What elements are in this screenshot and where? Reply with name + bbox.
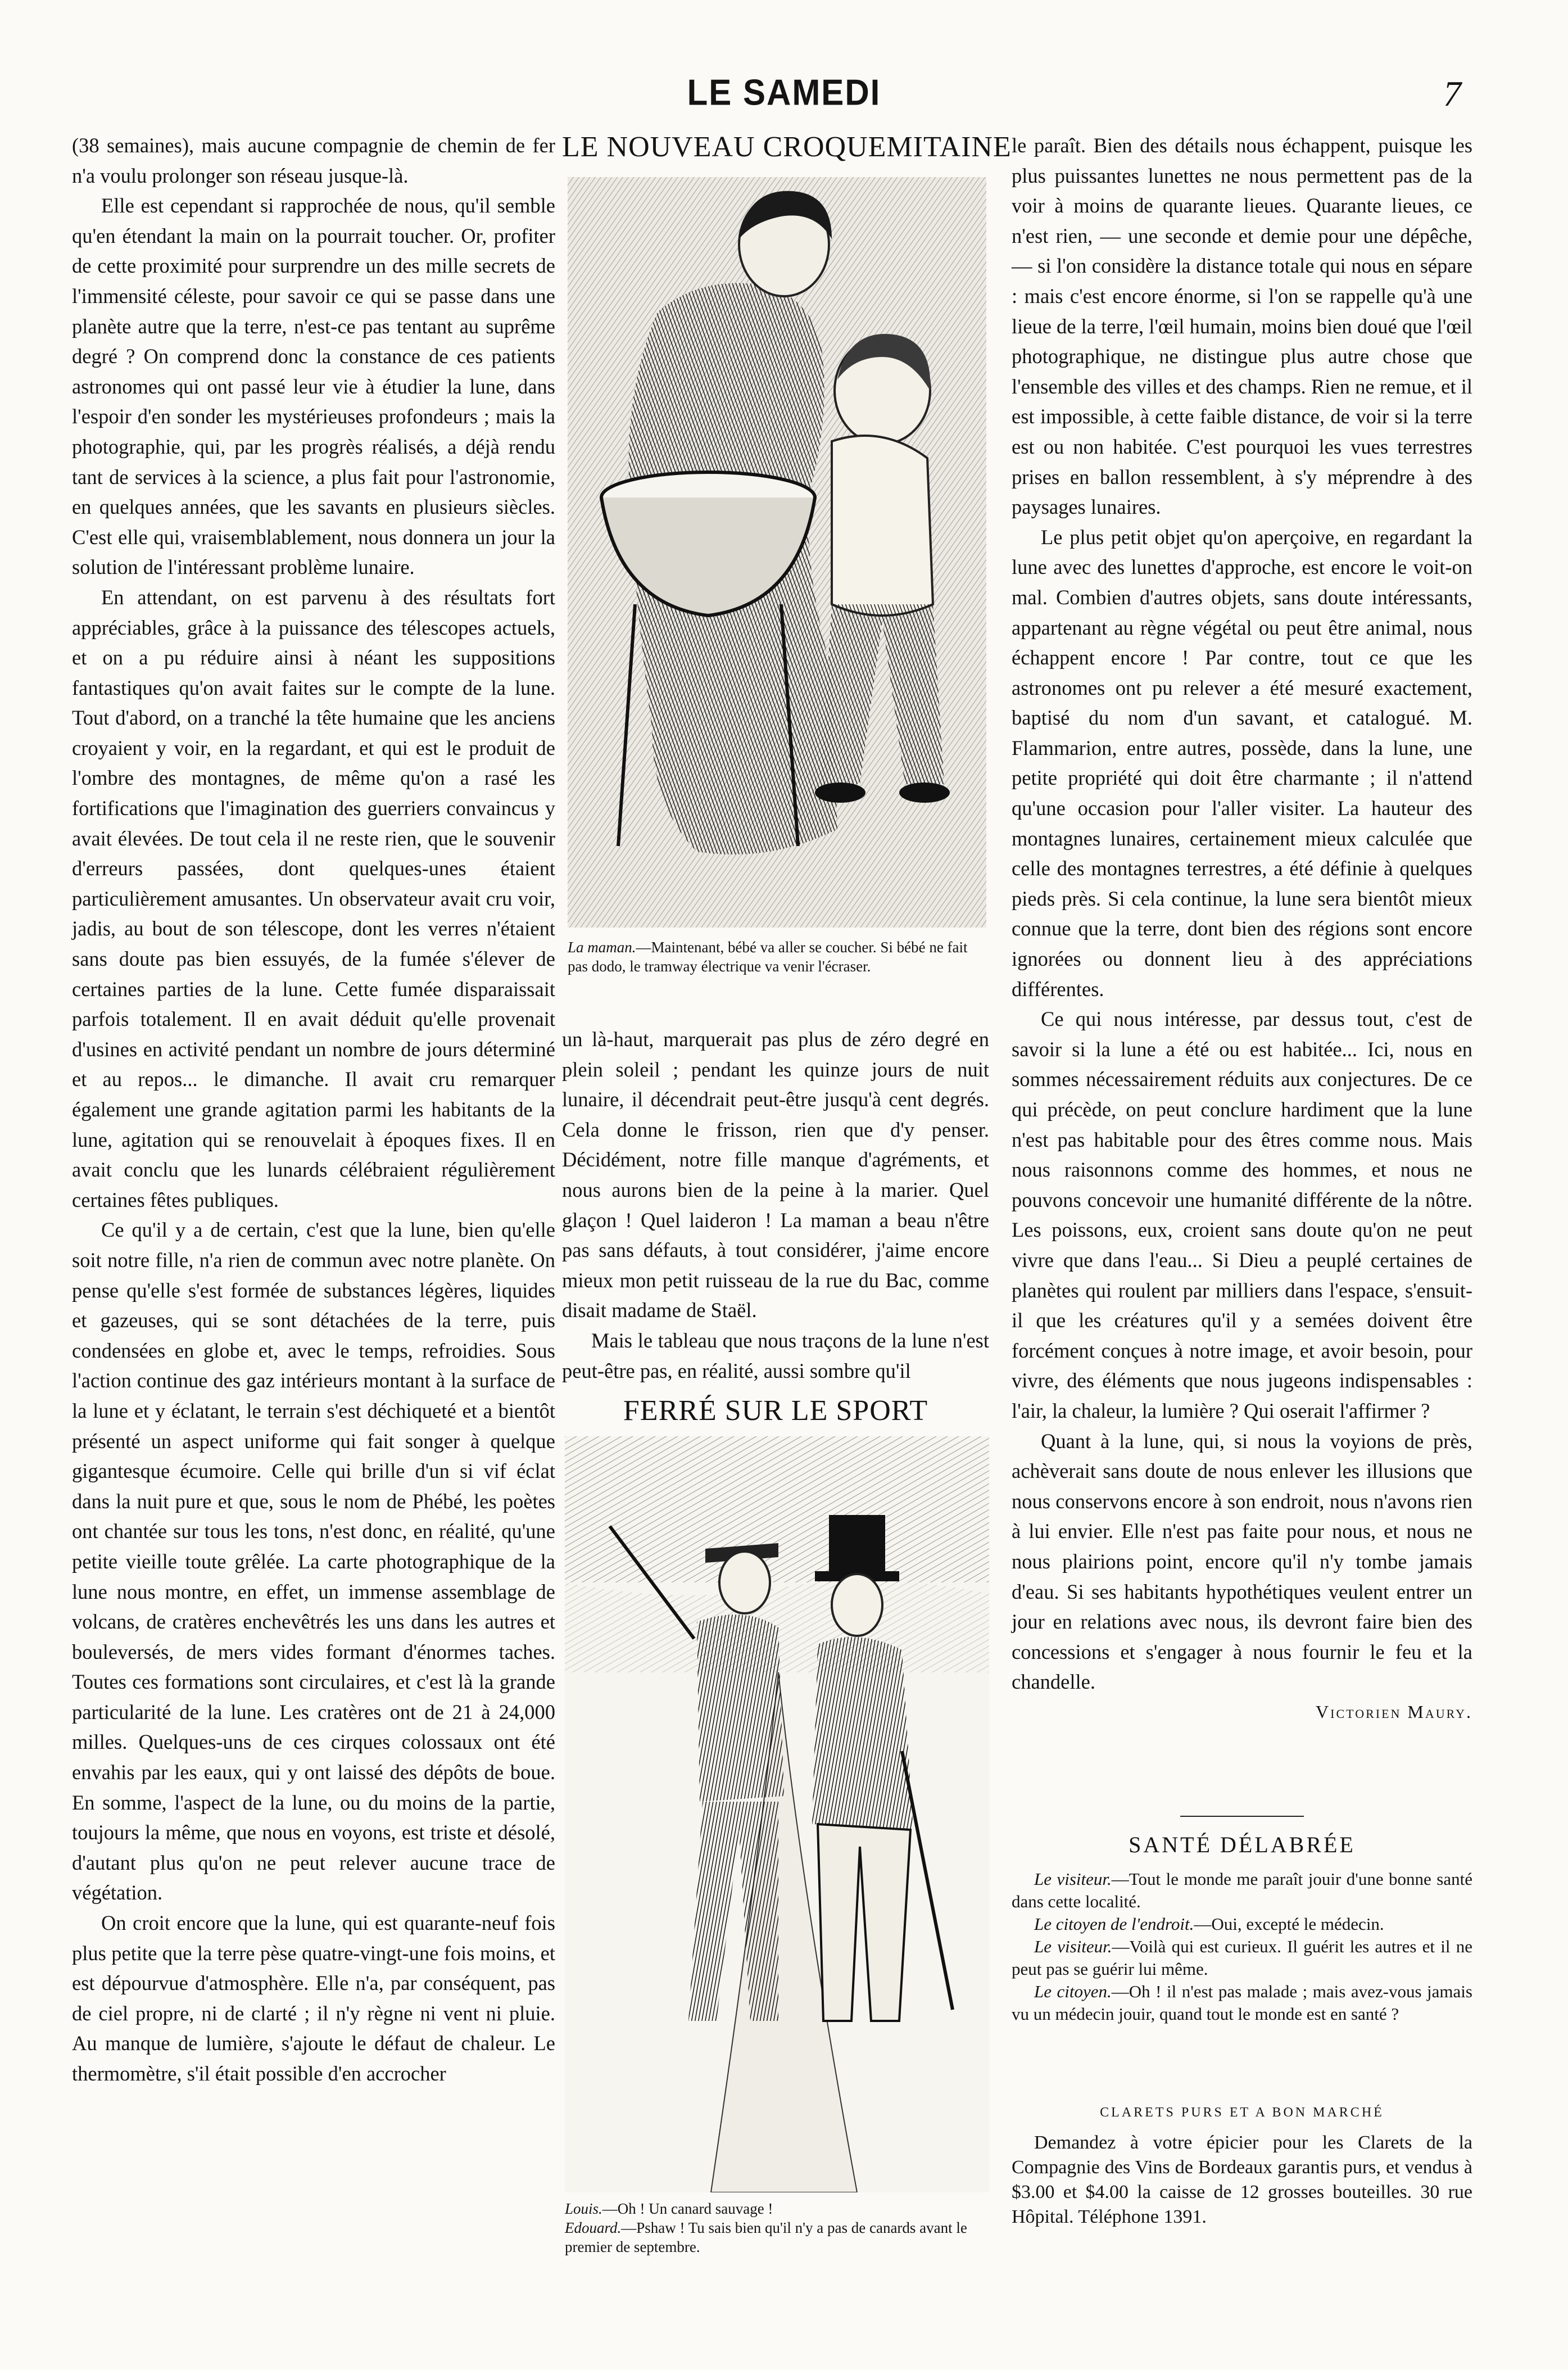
left-paragraph-5: On croit encore que la lune, qui est quarante-neuf fois plus petite que la terre pèse quatre-vingt-une fois moins, et est dépourvue d'atmosphère. Elle n'a, par conséquent, pas de ciel propre, ni de clarté ; il n'y règne ni vent ni pluie. Au manque de lumière, s'ajoute le défaut de chaleur. Le thermomètre, s'il était possible d'en accrocher bbox=[72, 1911, 555, 2085]
caption-2-line-1 bbox=[565, 2199, 989, 2218]
caption-2-line-2 bbox=[565, 2218, 989, 2256]
hunters-cartoon bbox=[565, 1436, 989, 2192]
right-paragraph-1: le paraît. Bien des détails nous échappent, puisque les plus puissantes lunettes ne nous permettent pas de la voir à moins de quarante lieues. Quarante lieues, ce n'est rien, — une seconde et demie pour une dépêche, — si l'on considère la distance totale qui nous en sépare : mais c'est encore énorme, si l'on se rappelle qu'à une lieue de la terre, l'œil humain, moins bien doué que l'œil photographique, ne distingue plus autre chose que l'ensemble des villes et des champs. Rien ne remue, et il est impossible, à cette faible distance, de voir si la terre est ou non habitée. C'est pourquoi les vues terrestres prises en ballon ressemblent, à s'y méprendre à des paysages lunaires. bbox=[1012, 134, 1473, 519]
left-paragraph-3: En attendant, on est parvenu à des résultats fort appréciables, grâce à la puissance des télescopes actuels, et on a pu réduire ainsi à néant les suppositions fantastiques qu'on avait faites sur le compte de la lune. Tout d'abord, on a tranché la tête humaine que les anciens croyaient y voir, en la regardant, et qui est le produit de l'ombre des montagnes, de même qu'on a rasé les fortifications que l'imagination des guerriers convaincus y avait élevées. De tout cela il ne reste rien, que le souvenir d'erreurs passées, dont quelques-unes étaient particulièrement amusantes. Un observateur avait cru voir, jadis, au bout de son télescope, dont les verres n'étaient sans doute pas bien essuyés, de la fumée s'élever de certaines parties de la lune. Cette fumée disparaissait parfois totalement. Il en avait déduit qu'elle provenait d'usines en activité pendant un nombre de jours déterminé et au repos... le dimanche. Il avait cru remarquer également une grande agitation parmi les habitants de la lune, agitation qui se renouvelait à époques fixes. Il en avait conclu que les lunards célébraient régulièrement certaines fêtes publiques. bbox=[72, 585, 555, 1211]
sante-line-1 bbox=[1012, 1868, 1472, 1913]
illustration-2-caption bbox=[565, 2199, 989, 2256]
caption-2-text-1: —Oh ! Un canard sauvage ! bbox=[602, 2200, 773, 2217]
illustration-2-title: FERRÉ SUR LE SPORT bbox=[623, 1395, 928, 1427]
sante-line-3 bbox=[1012, 1935, 1472, 1980]
ad-text: Demandez à votre épicier pour les Clarets de la Compagnie des Vins de Bordeaux garantis purs, et vendus à $3.00 et $4.00 la caisse de 12 grosses bouteilles. 30 rue Hôpital. Téléphone 1391. bbox=[1012, 2132, 1472, 2227]
sante-speaker-4: Le citoyen. bbox=[1034, 1982, 1112, 2001]
sante-rule bbox=[1180, 1816, 1304, 1817]
middle-column-text bbox=[562, 1024, 989, 1386]
sante-delabree-section bbox=[1012, 1816, 1472, 2025]
sante-line-2 bbox=[1012, 1913, 1472, 1935]
newspaper-title: LE SAMEDI bbox=[687, 72, 881, 113]
left-column bbox=[72, 130, 555, 2089]
right-column bbox=[1012, 130, 1472, 1727]
ad-title: CLARETS PURS ET A BON MARCHÉ bbox=[1100, 2105, 1384, 2120]
page-number: 7 bbox=[1443, 74, 1461, 114]
mother-child-engraving bbox=[568, 177, 986, 928]
left-paragraph-2: Elle est cependant si rapprochée de nous, qu'il semble qu'en étendant la main on la pourrait toucher. Or, profiter de cette proximité pour surprendre un des mille secrets de l'immensité céleste, pour savoir ce qui se passe dans une planète autre que la terre, n'est-ce pas tentant au suprême degré ? On comprend donc la constance de ces patients astronomes qui ont passé leur vie à étudier la lune, dans l'espoir d'en sonder les mystérieuses profondeurs ; mais la photographie, qui, par les progrès réalisés, a déjà rendu tant de services à la science, a plus fait pour l'astronomie, en quelques années, que les savants en plusieurs siècles. C'est elle qui, vraisemblablement, nous donnera un jour la solution de l'intéressant problème lunaire. bbox=[72, 194, 555, 579]
left-paragraph-1: (38 semaines), mais aucune compagnie de chemin de fer n'a voulu prolonger son réseau jusque-là. bbox=[72, 134, 555, 187]
clarets-advertisement bbox=[1012, 2105, 1472, 2229]
sante-speaker-3: Le visiteur. bbox=[1034, 1937, 1112, 1956]
sante-speaker-1: Le visiteur. bbox=[1034, 1869, 1112, 1889]
caption-2-speaker-2: Edouard. bbox=[565, 2219, 622, 2236]
caption-1-text: —Maintenant, bébé va aller se coucher. Si bébé ne fait pas dodo, le tramway électrique va venir l'écraser. bbox=[568, 939, 968, 975]
right-paragraph-2: Le plus petit objet qu'on aperçoive, en regardant la lune avec des lunettes d'approche, est encore le voit-on mal. Combien d'autres objets, sans doute intéressants, appartenant au règne végétal ou peut être animal, nous échappent encore ! Par contre, tout ce que les astronomes ont pu relever a été mesuré exactement, baptisé du nom d'un savant, et catalogué. M. Flammarion, entre autres, possède, dans la lune, une petite propriété qui doit être charmante ; il n'attend qu'une occasion pour l'aller visiter. La hauteur des montagnes lunaires, certainement mieux calculée que celle des montagnes terrestres, a été définie à quelques pieds près. Si cela continue, la lune sera bientôt mieux connue que la terre, dont bien des régions sont encore ignorées ou donnent lieu à des appréciations différentes. bbox=[1012, 525, 1472, 1001]
caption-2-text-2: —Pshaw ! Tu sais bien qu'il n'y a pas de canards avant le premier de septembre. bbox=[565, 2219, 967, 2255]
sante-text-2: —Oui, excepté le médecin. bbox=[1194, 1914, 1384, 1934]
author-signature: Victorien Maury. bbox=[1316, 1701, 1472, 1722]
caption-1-speaker: La maman. bbox=[568, 939, 636, 956]
sante-text-3: —Voilà qui est curieux. Il guérit les autres et il ne peut pas se guérir lui même. bbox=[1012, 1937, 1472, 1979]
illustration-1-caption bbox=[568, 938, 986, 976]
illustration-1-title: LE NOUVEAU CROQUEMITAINE bbox=[562, 131, 1012, 163]
middle-paragraph-1: un là-haut, marquerait pas plus de zéro degré en plein soleil ; pendant les quinze jours de nuit lunaire, il décendrait peut-être jusqu'à cent degrés. Cela donne le frisson, rien que d'y penser. Décidément, notre fille manque d'agréments, et nous aurons bien de la peine à la marier. Quel glaçon ! Quel laideron ! La maman a beau n'être pas sans défauts, à tout considérer, j'aime encore mieux mon petit ruisseau de la rue du Bac, comme disait madame de Staël. bbox=[562, 1028, 989, 1322]
sante-text-1: —Tout le monde me paraît jouir d'une bonne santé dans cette localité. bbox=[1012, 1869, 1472, 1911]
caption-2-speaker-1: Louis. bbox=[565, 2200, 602, 2217]
sante-text-4: —Oh ! il n'est pas malade ; mais avez-vous jamais vu un médecin jouir, quand tout le monde est en santé ? bbox=[1012, 1982, 1472, 2024]
sante-speaker-2: Le citoyen de l'endroit. bbox=[1034, 1914, 1194, 1934]
sante-title: SANTÉ DÉLABRÉE bbox=[1129, 1832, 1356, 1857]
right-paragraph-4: Quant à la lune, qui, si nous la voyions de près, achèverait sans doute de nous enlever les illusions que nous conservons encore à son endroit, nous n'avons rien à lui envier. Elle n'est pas faite pour nous, et nous ne nous plairions point, encore qu'il n'y tombe jamais d'eau. Si ses habitants hypothétiques veulent entrer un jour en relations avec nous, ils devront faire bien des concessions et s'engager à nous fournir le feu et la chandelle. bbox=[1012, 1429, 1472, 1694]
middle-paragraph-2: Mais le tableau que nous traçons de la lune n'est peut-être pas, en réalité, aussi sombre qu'il bbox=[562, 1328, 989, 1382]
sante-line-4 bbox=[1012, 1980, 1472, 2025]
left-paragraph-4: Ce qu'il y a de certain, c'est que la lune, bien qu'elle soit notre fille, n'a rien de commun avec notre planète. On pense qu'elle s'est formée de substances légères, liquides et gazeuses, qui se sont détachées de la terre, puis condensées en globe et, avec le temps, refroidies. Sous l'action continue des gaz intérieurs montant à la surface de la lune et y éclatant, le terrain s'est déchiqueté et a bientôt présenté un aspect uniforme qui fait songer à quelque gigantesque écumoire. Celle qui brille d'un si vif éclat dans la nuit pure et que, sous le nom de Phébé, les poètes ont chantée sur tous les tons, n'est donc, en réalité, qu'une petite vieille toute grêlée. La carte photographique de la lune nous montre, en effet, un immense assemblage de volcans, de cratères enchevêtrés les uns dans les autres et bouleversés, de mers vides formant d'énormes taches. Toutes ces formations sont circulaires, et c'est là la grande particularité de la lune. Les cratères ont de 21 à 24,000 milles. Quelques-uns de ces cirques colossaux ont été envahis par les eaux, qui y ont laissé des dépôts de boue. En somme, l'aspect de la lune, ou du moins de la partie, toujours la même, que nous en voyons, est triste et désolé, d'autant plus qu'on ne peut relever aucune trace de végétation. bbox=[72, 1218, 555, 1905]
right-paragraph-3: Ce qui nous intéresse, par dessus tout, c'est de savoir si la lune a été ou est habitée... Ici, nous en sommes nécessairement réduits aux conjectures. De ce qui précède, on peut conclure hardiment que la lune n'est pas habitable pour des êtres comme nous. Mais nous raisonnons comme des hommes, et nous ne pouvons concevoir une humanité différente de la nôtre. Les poissons, eux, croient sans doute qu'on ne peut vivre que dans l'eau... Si Dieu a peuplé certaines de planètes qui roulent par milliers dans l'espace, s'ensuit-il que les créatures qu'il y a semées doivent être forcément conçues à notre image, et avoir besoin, pour vivre, des éléments que nous jugeons indispensables : l'air, la chaleur, la lumière ? Qui oserait l'affirmer ? bbox=[1012, 1007, 1472, 1422]
